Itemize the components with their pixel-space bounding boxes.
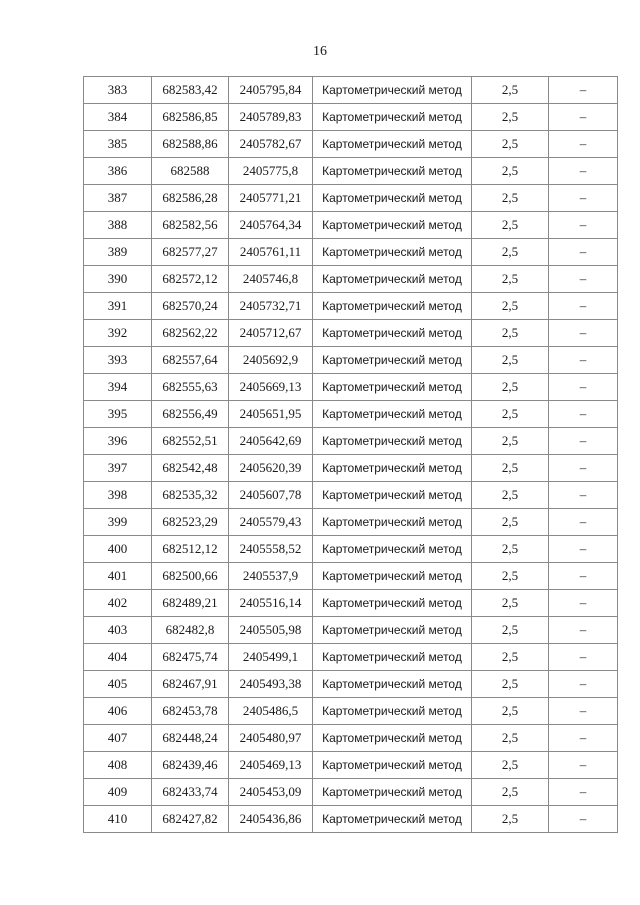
table-row (84, 428, 618, 455)
note-cell: – (549, 428, 618, 455)
x-coordinate-cell: 682475,74 (152, 644, 229, 671)
point-number-cell: 390 (84, 266, 152, 293)
table-row (84, 293, 618, 320)
error-cell: 2,5 (472, 293, 549, 320)
table-row (84, 320, 618, 347)
table-row (84, 509, 618, 536)
y-coordinate-cell: 2405486,5 (229, 698, 313, 725)
point-number-cell: 396 (84, 428, 152, 455)
x-coordinate-cell: 682588 (152, 158, 229, 185)
method-cell: Картометрический метод (313, 671, 472, 698)
method-cell: Картометрический метод (313, 293, 472, 320)
x-coordinate-cell: 682552,51 (152, 428, 229, 455)
coordinates-table (83, 76, 618, 833)
point-number-cell: 410 (84, 806, 152, 833)
method-cell: Картометрический метод (313, 590, 472, 617)
table-row (84, 239, 618, 266)
y-coordinate-cell: 2405579,43 (229, 509, 313, 536)
table-row (84, 212, 618, 239)
error-cell: 2,5 (472, 374, 549, 401)
y-coordinate-cell: 2405480,97 (229, 725, 313, 752)
point-number-cell: 389 (84, 239, 152, 266)
y-coordinate-cell: 2405651,95 (229, 401, 313, 428)
error-cell: 2,5 (472, 563, 549, 590)
y-coordinate-cell: 2405537,9 (229, 563, 313, 590)
method-cell: Картометрический метод (313, 725, 472, 752)
point-number-cell: 384 (84, 104, 152, 131)
x-coordinate-cell: 682535,32 (152, 482, 229, 509)
table-row (84, 401, 618, 428)
point-number-cell: 408 (84, 752, 152, 779)
table-row (84, 158, 618, 185)
method-cell: Картометрический метод (313, 779, 472, 806)
table-row (84, 266, 618, 293)
x-coordinate-cell: 682448,24 (152, 725, 229, 752)
y-coordinate-cell: 2405505,98 (229, 617, 313, 644)
y-coordinate-cell: 2405746,8 (229, 266, 313, 293)
method-cell: Картометрический метод (313, 320, 472, 347)
error-cell: 2,5 (472, 266, 549, 293)
note-cell: – (549, 185, 618, 212)
x-coordinate-cell: 682556,49 (152, 401, 229, 428)
table-row (84, 347, 618, 374)
y-coordinate-cell: 2405558,52 (229, 536, 313, 563)
y-coordinate-cell: 2405493,38 (229, 671, 313, 698)
y-coordinate-cell: 2405642,69 (229, 428, 313, 455)
x-coordinate-cell: 682427,82 (152, 806, 229, 833)
y-coordinate-cell: 2405669,13 (229, 374, 313, 401)
table-row (84, 131, 618, 158)
note-cell: – (549, 644, 618, 671)
note-cell: – (549, 347, 618, 374)
x-coordinate-cell: 682562,22 (152, 320, 229, 347)
method-cell: Картометрический метод (313, 536, 472, 563)
method-cell: Картометрический метод (313, 563, 472, 590)
table-row (84, 374, 618, 401)
note-cell: – (549, 806, 618, 833)
error-cell: 2,5 (472, 752, 549, 779)
note-cell: – (549, 563, 618, 590)
error-cell: 2,5 (472, 590, 549, 617)
point-number-cell: 395 (84, 401, 152, 428)
method-cell: Картометрический метод (313, 266, 472, 293)
note-cell: – (549, 698, 618, 725)
error-cell: 2,5 (472, 779, 549, 806)
method-cell: Картометрический метод (313, 482, 472, 509)
y-coordinate-cell: 2405795,84 (229, 77, 313, 104)
note-cell: – (549, 401, 618, 428)
point-number-cell: 388 (84, 212, 152, 239)
error-cell: 2,5 (472, 77, 549, 104)
point-number-cell: 387 (84, 185, 152, 212)
y-coordinate-cell: 2405782,67 (229, 131, 313, 158)
point-number-cell: 402 (84, 590, 152, 617)
error-cell: 2,5 (472, 320, 549, 347)
method-cell: Картометрический метод (313, 428, 472, 455)
note-cell: – (549, 455, 618, 482)
table-row (84, 617, 618, 644)
table-body (84, 77, 618, 833)
point-number-cell: 397 (84, 455, 152, 482)
method-cell: Картометрический метод (313, 77, 472, 104)
note-cell: – (549, 158, 618, 185)
x-coordinate-cell: 682542,48 (152, 455, 229, 482)
table-row (84, 671, 618, 698)
table-row (84, 455, 618, 482)
error-cell: 2,5 (472, 509, 549, 536)
x-coordinate-cell: 682586,85 (152, 104, 229, 131)
method-cell: Картометрический метод (313, 401, 472, 428)
note-cell: – (549, 617, 618, 644)
x-coordinate-cell: 682570,24 (152, 293, 229, 320)
error-cell: 2,5 (472, 104, 549, 131)
x-coordinate-cell: 682482,8 (152, 617, 229, 644)
x-coordinate-cell: 682453,78 (152, 698, 229, 725)
note-cell: – (549, 752, 618, 779)
x-coordinate-cell: 682439,46 (152, 752, 229, 779)
error-cell: 2,5 (472, 131, 549, 158)
error-cell: 2,5 (472, 671, 549, 698)
page-number: 16 (313, 44, 327, 59)
point-number-cell: 409 (84, 779, 152, 806)
table-row (84, 806, 618, 833)
method-cell: Картометрический метод (313, 104, 472, 131)
y-coordinate-cell: 2405499,1 (229, 644, 313, 671)
error-cell: 2,5 (472, 806, 549, 833)
x-coordinate-cell: 682467,91 (152, 671, 229, 698)
point-number-cell: 399 (84, 509, 152, 536)
error-cell: 2,5 (472, 158, 549, 185)
table-row (84, 779, 618, 806)
x-coordinate-cell: 682588,86 (152, 131, 229, 158)
note-cell: – (549, 77, 618, 104)
method-cell: Картометрический метод (313, 644, 472, 671)
x-coordinate-cell: 682557,64 (152, 347, 229, 374)
table-row (84, 725, 618, 752)
y-coordinate-cell: 2405469,13 (229, 752, 313, 779)
table-row (84, 563, 618, 590)
note-cell: – (549, 590, 618, 617)
method-cell: Картометрический метод (313, 239, 472, 266)
method-cell: Картометрический метод (313, 212, 472, 239)
note-cell: – (549, 671, 618, 698)
method-cell: Картометрический метод (313, 752, 472, 779)
method-cell: Картометрический метод (313, 158, 472, 185)
error-cell: 2,5 (472, 455, 549, 482)
point-number-cell: 386 (84, 158, 152, 185)
x-coordinate-cell: 682577,27 (152, 239, 229, 266)
point-number-cell: 383 (84, 77, 152, 104)
method-cell: Картометрический метод (313, 455, 472, 482)
x-coordinate-cell: 682512,12 (152, 536, 229, 563)
y-coordinate-cell: 2405712,67 (229, 320, 313, 347)
y-coordinate-cell: 2405692,9 (229, 347, 313, 374)
note-cell: – (549, 725, 618, 752)
note-cell: – (549, 779, 618, 806)
error-cell: 2,5 (472, 428, 549, 455)
note-cell: – (549, 131, 618, 158)
y-coordinate-cell: 2405436,86 (229, 806, 313, 833)
x-coordinate-cell: 682523,29 (152, 509, 229, 536)
point-number-cell: 407 (84, 725, 152, 752)
point-number-cell: 385 (84, 131, 152, 158)
x-coordinate-cell: 682586,28 (152, 185, 229, 212)
y-coordinate-cell: 2405453,09 (229, 779, 313, 806)
method-cell: Картометрический метод (313, 806, 472, 833)
note-cell: – (549, 266, 618, 293)
error-cell: 2,5 (472, 185, 549, 212)
table-row (84, 590, 618, 617)
point-number-cell: 400 (84, 536, 152, 563)
error-cell: 2,5 (472, 239, 549, 266)
note-cell: – (549, 482, 618, 509)
method-cell: Картометрический метод (313, 509, 472, 536)
x-coordinate-cell: 682582,56 (152, 212, 229, 239)
x-coordinate-cell: 682555,63 (152, 374, 229, 401)
table-row (84, 104, 618, 131)
method-cell: Картометрический метод (313, 347, 472, 374)
point-number-cell: 403 (84, 617, 152, 644)
error-cell: 2,5 (472, 347, 549, 374)
point-number-cell: 393 (84, 347, 152, 374)
table-row (84, 536, 618, 563)
error-cell: 2,5 (472, 212, 549, 239)
method-cell: Картометрический метод (313, 374, 472, 401)
point-number-cell: 392 (84, 320, 152, 347)
point-number-cell: 398 (84, 482, 152, 509)
error-cell: 2,5 (472, 617, 549, 644)
point-number-cell: 406 (84, 698, 152, 725)
error-cell: 2,5 (472, 401, 549, 428)
y-coordinate-cell: 2405789,83 (229, 104, 313, 131)
note-cell: – (549, 212, 618, 239)
x-coordinate-cell: 682500,66 (152, 563, 229, 590)
note-cell: – (549, 374, 618, 401)
y-coordinate-cell: 2405732,71 (229, 293, 313, 320)
table-row (84, 77, 618, 104)
y-coordinate-cell: 2405516,14 (229, 590, 313, 617)
y-coordinate-cell: 2405775,8 (229, 158, 313, 185)
table-row (84, 185, 618, 212)
error-cell: 2,5 (472, 698, 549, 725)
method-cell: Картометрический метод (313, 617, 472, 644)
y-coordinate-cell: 2405761,11 (229, 239, 313, 266)
x-coordinate-cell: 682583,42 (152, 77, 229, 104)
point-number-cell: 391 (84, 293, 152, 320)
note-cell: – (549, 239, 618, 266)
point-number-cell: 405 (84, 671, 152, 698)
note-cell: – (549, 320, 618, 347)
table-row (84, 698, 618, 725)
note-cell: – (549, 509, 618, 536)
point-number-cell: 401 (84, 563, 152, 590)
y-coordinate-cell: 2405607,78 (229, 482, 313, 509)
y-coordinate-cell: 2405764,34 (229, 212, 313, 239)
note-cell: – (549, 104, 618, 131)
error-cell: 2,5 (472, 725, 549, 752)
x-coordinate-cell: 682572,12 (152, 266, 229, 293)
table-row (84, 752, 618, 779)
y-coordinate-cell: 2405620,39 (229, 455, 313, 482)
method-cell: Картометрический метод (313, 698, 472, 725)
note-cell: – (549, 293, 618, 320)
note-cell: – (549, 536, 618, 563)
method-cell: Картометрический метод (313, 185, 472, 212)
x-coordinate-cell: 682489,21 (152, 590, 229, 617)
point-number-cell: 404 (84, 644, 152, 671)
error-cell: 2,5 (472, 536, 549, 563)
method-cell: Картометрический метод (313, 131, 472, 158)
error-cell: 2,5 (472, 644, 549, 671)
point-number-cell: 394 (84, 374, 152, 401)
table-row (84, 644, 618, 671)
y-coordinate-cell: 2405771,21 (229, 185, 313, 212)
error-cell: 2,5 (472, 482, 549, 509)
x-coordinate-cell: 682433,74 (152, 779, 229, 806)
table-row (84, 482, 618, 509)
